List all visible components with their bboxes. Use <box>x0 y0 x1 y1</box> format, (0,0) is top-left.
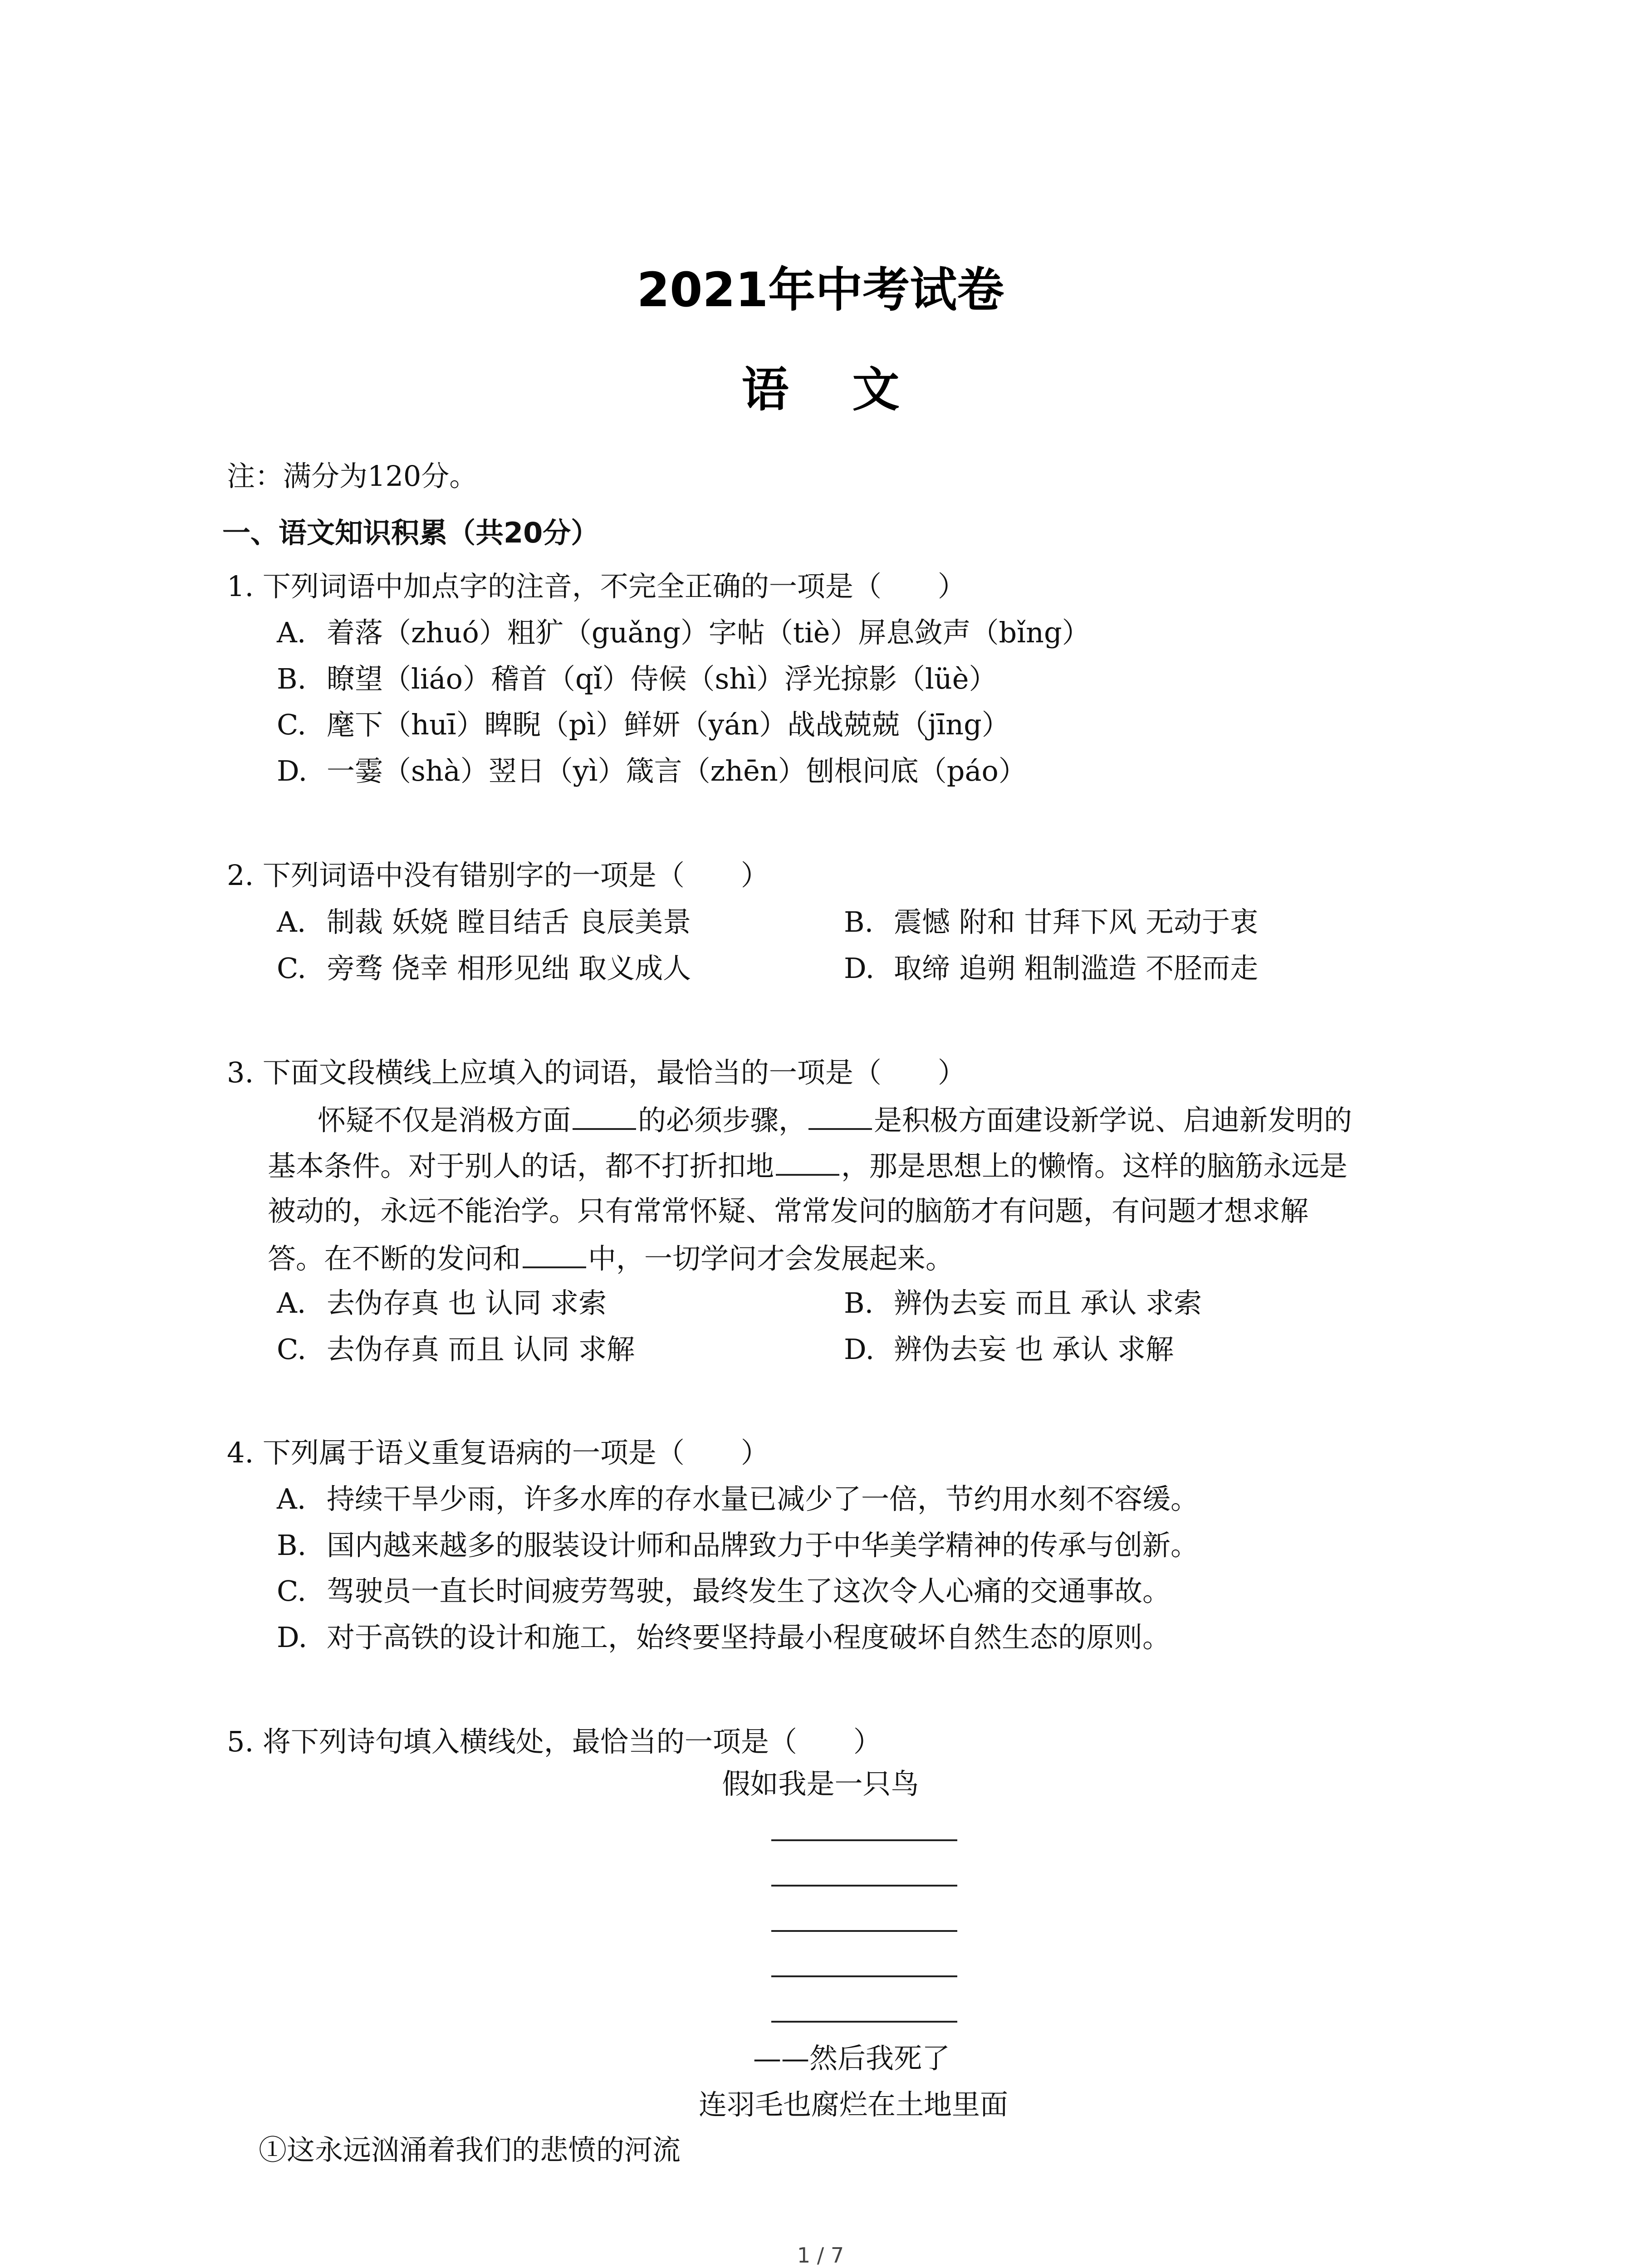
option-label: C. <box>277 1333 306 1366</box>
option-label: B. <box>844 1286 874 1320</box>
option-text: 对于高铁的设计和施工，始终要坚持最小程度破坏自然生态的原则。 <box>327 1621 1171 1654</box>
q4-option-c <box>277 1573 1171 1609</box>
fill-blank[interactable] <box>573 1101 636 1130</box>
option-text: 取缔 追朔 粗制滥造 不胫而走 <box>894 952 1259 985</box>
option-label: D. <box>844 1333 875 1366</box>
option-label: B. <box>277 1529 307 1562</box>
q3-stem: 3. 下面文段横线上应填入的词语，最恰当的一项是（ ） <box>227 1056 966 1089</box>
q3-option-d <box>844 1331 1174 1368</box>
poem-blank-4[interactable] <box>771 1975 957 1977</box>
passage-text: 的必须步骤， <box>638 1104 807 1137</box>
fill-blank[interactable] <box>808 1101 872 1130</box>
passage-text: 答。在不断的发问和 <box>268 1242 521 1275</box>
q3-passage-line <box>268 1193 1308 1229</box>
fill-blank[interactable] <box>776 1147 839 1176</box>
option-label: A. <box>277 1286 306 1320</box>
q3-option-c <box>277 1331 635 1368</box>
passage-text: 怀疑不仅是消极方面 <box>318 1104 571 1137</box>
option-label: C. <box>277 1574 306 1608</box>
q2-option-a <box>277 904 691 940</box>
option-text: 一霎（shà）翌日（yì）箴言（zhēn）刨根问底（páo） <box>327 754 1027 787</box>
option-label: A. <box>277 616 306 649</box>
option-label: A. <box>277 1482 306 1515</box>
option-text: 瞭望（liáo）稽首（qǐ）侍候（shì）浮光掠影（lüè） <box>327 662 997 695</box>
option-label: D. <box>844 952 875 985</box>
option-label: C. <box>277 952 306 985</box>
passage-text: 中，一切学问才会发展起来。 <box>588 1242 954 1275</box>
page-number: 1 / 7 <box>797 2243 844 2268</box>
option-text: 着落（zhuó）粗犷（guǎng）字帖（tiè）屏息敛声（bǐng） <box>327 616 1090 649</box>
exam-title: 2021年中考试卷 <box>637 262 1004 318</box>
poem-first-line: 假如我是一只鸟 <box>722 1767 919 1800</box>
subject-title: 语文 <box>741 362 963 417</box>
poem-ending-line-1: ——然后我死了 <box>753 2042 950 2075</box>
passage-text: 被动的，永远不能治学。只有常常怀疑、常常发问的脑筋才有问题，有问题才想求解 <box>268 1194 1309 1227</box>
poem-blank-1[interactable] <box>771 1839 957 1841</box>
q2-option-d <box>844 950 1258 987</box>
poem-blank-3[interactable] <box>771 1930 957 1932</box>
option-text: 驾驶员一直长时间疲劳驾驶，最终发生了这次令人心痛的交通事故。 <box>327 1574 1171 1608</box>
option-label: C. <box>277 708 306 741</box>
option-text: 麾下（huī）睥睨（pì）鲜妍（yán）战战兢兢（jīng） <box>327 708 1010 741</box>
score-note: 注：满分为120分。 <box>227 459 478 493</box>
q3-option-b <box>844 1285 1202 1321</box>
poem-ending-line-2: 连羽毛也腐烂在土地里面 <box>699 2088 1009 2121</box>
fill-blank[interactable] <box>523 1239 586 1268</box>
option-text: 去伪存真 而且 认同 求解 <box>327 1333 635 1366</box>
option-text: 辨伪去妄 而且 承认 求索 <box>894 1286 1202 1320</box>
option-text: 震憾 附和 甘拜下风 无动于衷 <box>894 905 1259 938</box>
option-text: 旁骛 侥幸 相形见绌 取义成人 <box>327 952 691 985</box>
q2-option-b <box>844 904 1258 940</box>
option-text: 制裁 妖娆 瞠目结舌 良辰美景 <box>327 905 691 938</box>
passage-text: 是积极方面建设新学说、启迪新发明的 <box>874 1104 1352 1137</box>
q3-passage-line <box>318 1101 1352 1139</box>
passage-text: 基本条件。对于别人的话，都不打折扣地 <box>268 1149 774 1183</box>
q5-stem: 5. 将下列诗句填入横线处，最恰当的一项是（ ） <box>227 1725 882 1758</box>
option-label: B. <box>277 662 307 695</box>
q1-option-a <box>277 615 1090 651</box>
passage-text: ，那是思想上的懒惰。这样的脑筋永远是 <box>841 1149 1348 1183</box>
option-label: B. <box>844 905 874 938</box>
q1-option-d <box>277 753 1027 789</box>
option-label: A. <box>277 905 306 938</box>
option-text: 去伪存真 也 认同 求索 <box>327 1286 607 1320</box>
option-label: D. <box>277 1621 308 1654</box>
poem-blank-2[interactable] <box>771 1885 957 1887</box>
q2-option-c <box>277 950 691 987</box>
option-text: 国内越来越多的服装设计师和品牌致力于中华美学精神的传承与创新。 <box>327 1529 1199 1562</box>
option-text: 辨伪去妄 也 承认 求解 <box>894 1333 1174 1366</box>
q4-stem: 4. 下列属于语义重复语病的一项是（ ） <box>227 1436 769 1469</box>
q1-option-c <box>277 707 1010 743</box>
poem-item-1: ①这永远汹涌着我们的悲愤的河流 <box>259 2133 681 2166</box>
q3-passage-line <box>268 1147 1347 1184</box>
q1-option-b <box>277 661 997 697</box>
option-text: 持续干旱少雨，许多水库的存水量已减少了一倍，节约用水刻不容缓。 <box>327 1482 1199 1515</box>
q2-stem: 2. 下列词语中没有错别字的一项是（ ） <box>227 859 769 892</box>
q4-option-d <box>277 1619 1171 1656</box>
q4-option-a <box>277 1481 1199 1517</box>
poem-blank-5[interactable] <box>771 2021 957 2023</box>
q3-passage-line <box>268 1239 954 1277</box>
section-heading: 一、语文知识积累（共20分） <box>222 516 599 549</box>
q3-option-a <box>277 1285 607 1321</box>
q4-option-b <box>277 1527 1199 1564</box>
q1-stem: 1. 下列词语中加点字的注音，不完全正确的一项是（ ） <box>227 570 966 603</box>
option-label: D. <box>277 754 308 787</box>
